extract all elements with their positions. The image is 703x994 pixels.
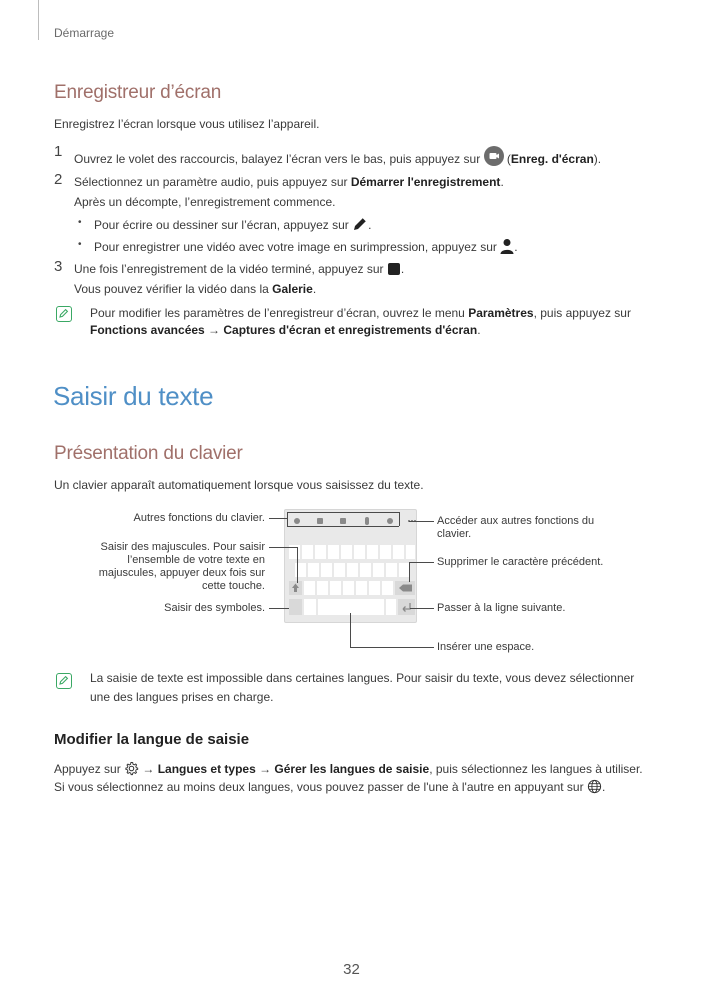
note-icon [56, 306, 72, 322]
callout-line-space-h [350, 647, 434, 648]
callout-line-caps-h [269, 547, 297, 548]
bullet-1-text: Pour écrire ou dessiner sur l’écran, appuyez sur . [94, 216, 371, 237]
callout-line-space-v [350, 613, 351, 647]
callout-bracket-top [287, 512, 399, 513]
note-icon [56, 673, 72, 689]
globe-icon [587, 779, 602, 799]
subsection-title-change-language: Modifier la langue de saisie [54, 731, 250, 748]
keyboard-intro: Un clavier apparaît automatiquement lorsque vous saisissez du texte. [54, 478, 424, 492]
callout-line-access-more [409, 521, 434, 522]
step-2-text: Sélectionnez un paramètre audio, puis appuyez sur Démarrer l'enregistrement. [74, 175, 504, 189]
running-head: Démarrage [54, 26, 115, 40]
label-symbols: Saisir des symboles. [164, 602, 265, 614]
step-number-2: 2 [54, 171, 63, 188]
step-3-text: Une fois l’enregistrement de la vidéo terminé, appuyez sur . [74, 261, 404, 281]
section-title-screen-recorder: Enregistreur d’écran [54, 82, 222, 103]
bullet-2-text: Pour enregistrer une vidéo avec votre image en surimpression, appuyez sur . [94, 238, 518, 259]
label-delete: Supprimer le caractère précédent. [437, 556, 604, 568]
gear-icon [124, 761, 139, 781]
callout-line-delete-h [409, 562, 434, 563]
note-keyboard-line2: une des langues prises en charge. [90, 690, 274, 704]
label-access-more: Accéder aux autres fonctions du clavier. [437, 515, 595, 540]
callout-line-more-functions [269, 518, 287, 519]
step-3-line2: Vous pouvez vérifier la vidéo dans la Galerie. [74, 282, 317, 296]
change-language-line1: Appuyez sur → Langues et types → Gérer les langues de saisie, puis sélectionnez les langues à utiliser. [54, 761, 643, 781]
callout-bracket-bottom [287, 526, 399, 527]
change-language-line2: Si vous sélectionnez au moins deux langues, vous pouvez passer de l'une à l'autre en appuyant sur . [54, 779, 605, 799]
label-newline: Passer à la ligne suivante. [437, 602, 566, 614]
pen-icon [352, 216, 368, 237]
note-screen-recorder-line2: Fonctions avancées → Captures d'écran et enregistrements d'écran. [90, 323, 481, 337]
callout-bracket-right [399, 512, 400, 526]
stop-icon [387, 262, 401, 281]
callout-line-caps-v [297, 547, 298, 583]
note-keyboard-line1: La saisie de texte est impossible dans certaines langues. Pour saisir du texte, vous devez sélectionner [90, 671, 635, 685]
step-2-line2: Après un décompte, l’enregistrement commence. [74, 195, 336, 209]
label-space: Insérer une espace. [437, 641, 535, 653]
person-icon [500, 238, 514, 259]
callout-line-delete-v [409, 562, 410, 582]
keyboard-keys [285, 510, 418, 624]
callout-line-newline [410, 608, 434, 609]
callout-line-symbols [269, 608, 289, 609]
step-1-text: Ouvrez le volet des raccourcis, balayez l’écran vers le bas, puis appuyez sur (Enreg. d'écran). [74, 146, 601, 171]
section-title-keyboard-overview: Présentation du clavier [54, 443, 243, 464]
bullet-marker: • [78, 239, 82, 250]
note-screen-recorder-line1: Pour modifier les paramètres de l’enregistreur d’écran, ouvrez le menu Paramètres, puis appuyez sur [90, 306, 631, 320]
header-edge-line [38, 0, 39, 40]
step-number-3: 3 [54, 258, 63, 275]
bullet-marker: • [78, 217, 82, 228]
screen-recorder-intro: Enregistrez l’écran lorsque vous utilisez l’appareil. [54, 117, 320, 131]
screen-record-icon [484, 146, 504, 171]
callout-bracket-left [287, 512, 288, 526]
label-caps: Saisir des majuscules. Pour saisir l’ensemble de votre texte en majuscules, appuyer deux fois sur cette touche. [98, 541, 265, 592]
chapter-title-text-input: Saisir du texte [53, 381, 214, 411]
label-more-functions: Autres fonctions du clavier. [133, 512, 265, 524]
page-number: 32 [343, 961, 360, 978]
step-number-1: 1 [54, 143, 63, 160]
